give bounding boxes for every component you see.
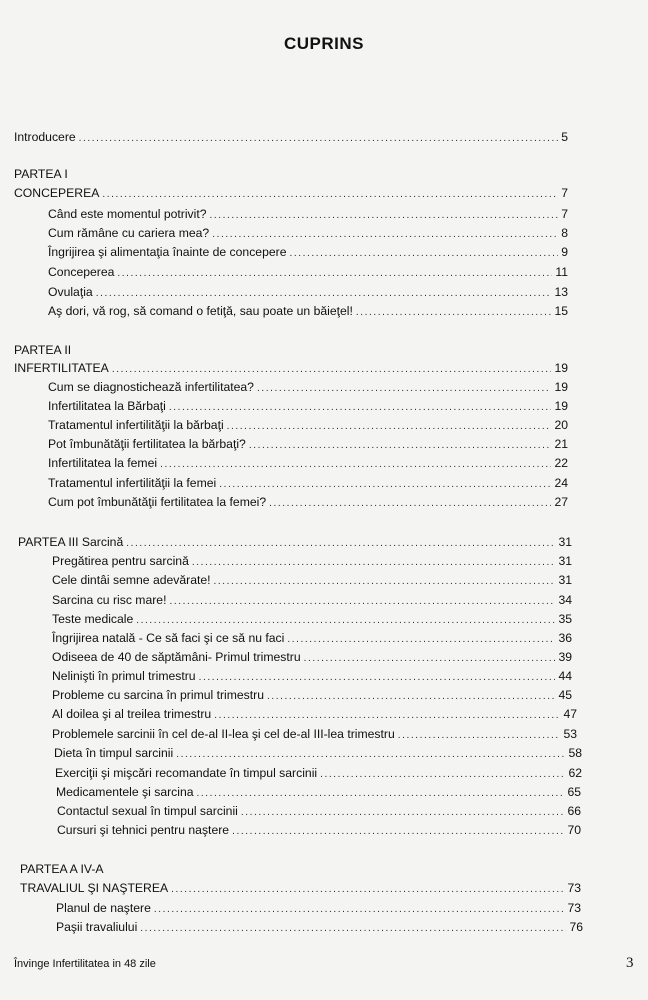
dot-leader [249, 438, 552, 453]
dot-leader [232, 824, 564, 839]
toc-entry-page: 45 [558, 688, 572, 702]
toc-entry [48, 399, 568, 415]
toc-entry-page: 44 [558, 669, 572, 683]
toc-entry-label: INFERTILITATEA [14, 361, 109, 375]
toc-entry [52, 707, 577, 723]
toc-entry-label: Infertilitatea la Bărbaţi [48, 399, 166, 413]
toc-entry-page: 70 [567, 823, 581, 837]
dot-leader [197, 786, 565, 801]
dot-leader [287, 632, 555, 647]
toc-entry-page: 19 [554, 380, 568, 394]
toc-entry [52, 727, 577, 743]
dot-leader [289, 246, 558, 261]
toc-entry-label: Problemele sarcinii în cel de-al II-lea şi cel de-al III-lea trimestru [52, 727, 395, 741]
toc-entry-label: PARTEA III Sarcină [18, 535, 124, 549]
toc-entry-label: Conceperea [48, 265, 115, 279]
toc-entry-page: 31 [558, 573, 572, 587]
dot-leader [199, 670, 556, 685]
toc-entry [56, 901, 581, 917]
toc-entry [55, 766, 582, 782]
toc-entry-label: Teste medicale [52, 612, 134, 626]
page-title: CUPRINS [283, 34, 364, 53]
dot-leader [304, 651, 556, 666]
toc-entry-page: 8 [561, 226, 568, 240]
toc-entry-page: 31 [558, 554, 572, 568]
toc-entry [48, 245, 568, 261]
toc-entry-page: 15 [554, 304, 568, 318]
toc-entry-page: 27 [554, 495, 568, 509]
dot-leader [102, 187, 558, 202]
dot-leader [154, 902, 565, 917]
toc-entry [52, 573, 572, 589]
toc-entry-page: 19 [554, 361, 568, 375]
toc-entry-page: 66 [567, 804, 581, 818]
toc-entry [54, 746, 582, 762]
toc-entry [56, 785, 581, 801]
dot-leader [257, 381, 551, 396]
dot-leader [398, 728, 561, 743]
dot-leader [136, 613, 555, 628]
dot-leader [219, 477, 551, 492]
toc-entry [48, 476, 568, 492]
toc-entry-label: Introducere [14, 130, 76, 144]
toc-entry-label: Odiseea de 40 de săptămâni- Primul trimestru [52, 650, 301, 664]
toc-entry [48, 495, 568, 511]
dot-leader [79, 131, 559, 146]
page-number: 3 [626, 955, 634, 971]
toc-entry-label: Cum rămâne cu cariera mea? [48, 226, 210, 240]
dot-leader [267, 689, 555, 704]
dot-leader [160, 457, 551, 472]
toc-entry-page: 73 [567, 881, 581, 895]
toc-entry-label: TRAVALIUL ŞI NAŞTEREA [20, 881, 169, 895]
dot-leader [214, 708, 560, 723]
toc-entry-label: Îngrijirea natală - Ce să faci şi ce să nu faci [52, 631, 285, 645]
toc-entry-label: Nelinişti în primul trimestru [52, 669, 196, 683]
toc-entry [48, 304, 568, 320]
toc-entry-page: 24 [554, 476, 568, 490]
toc-entry-page: 31 [558, 535, 572, 549]
toc-entry-page: 39 [558, 650, 572, 664]
toc-entry [57, 823, 581, 839]
toc-entry-label: Tratamentul infertilităţii la femei [48, 476, 217, 490]
toc-entry-page: 19 [554, 399, 568, 413]
toc-entry [52, 669, 572, 685]
toc-entry [52, 554, 572, 570]
toc-entry-label: Tratamentul infertilităţii la bărbaţi [48, 418, 224, 432]
toc-entry-label: Probleme cu sarcina în primul trimestru [52, 688, 264, 702]
toc-entry-label: Paşii travaliului [56, 920, 138, 934]
toc-entry-page: 58 [568, 746, 582, 760]
dot-leader [117, 266, 552, 281]
toc-section-entry [14, 361, 568, 377]
dot-leader [169, 594, 555, 609]
toc-entry-label: Pot îmbunătăţii fertilitatea la bărbaţi? [48, 437, 246, 451]
dot-leader [227, 419, 552, 434]
toc-entry-label: Când este momentul potrivit? [48, 207, 207, 221]
toc-entry-page: 21 [554, 437, 568, 451]
toc-section-entry [14, 186, 568, 202]
toc-entry-page: 7 [561, 186, 568, 200]
dot-leader [112, 362, 552, 377]
toc-entry [48, 285, 568, 301]
toc-entry-page: 36 [558, 631, 572, 645]
dot-leader [171, 882, 564, 897]
toc-entry-label: Îngrijirea şi alimentaţia înainte de concepere [48, 245, 287, 259]
running-footer: Învinge Infertilitatea in 48 zile [14, 958, 156, 970]
part-heading: PARTEA A IV-A [20, 862, 104, 876]
toc-entry [48, 380, 568, 396]
toc-entry-label: Al doilea şi al treilea trimestru [52, 707, 212, 721]
toc-entry-label: Cele dintâi semne adevărate! [52, 573, 211, 587]
toc-entry-page: 34 [558, 593, 572, 607]
toc-entry-page: 65 [567, 785, 581, 799]
toc-entry-label: Infertilitatea la femei [48, 456, 158, 470]
toc-entry [56, 920, 583, 936]
toc-entry-introducere [14, 130, 568, 146]
toc-entry-page: 5 [561, 130, 568, 144]
dot-leader [210, 208, 559, 223]
part-heading: PARTEA II [14, 343, 72, 357]
toc-entry-label: Cursuri şi tehnici pentru naştere [57, 823, 230, 837]
toc-entry-page: 13 [554, 285, 568, 299]
toc-entry-label: CONCEPEREA [14, 186, 100, 200]
toc-entry [48, 418, 568, 434]
toc-entry [57, 804, 581, 820]
dot-leader [214, 574, 556, 589]
toc-entry [52, 612, 572, 628]
dot-leader [140, 921, 566, 936]
dot-leader [212, 227, 558, 242]
dot-leader [320, 767, 565, 782]
toc-section-entry [18, 535, 572, 551]
toc-entry-label: Planul de naştere [56, 901, 151, 915]
toc-entry-page: 35 [558, 612, 572, 626]
dot-leader [176, 747, 565, 762]
toc-entry-label: Dieta în timpul sarcinii [54, 746, 174, 760]
dot-leader [169, 400, 552, 415]
toc-section-entry [20, 881, 581, 897]
part-heading: PARTEA I [14, 167, 68, 181]
toc-entry-label: Contactul sexual în timpul sarcinii [57, 804, 238, 818]
dot-leader [126, 536, 555, 551]
toc-entry [48, 456, 568, 472]
toc-entry-label: Exerciţii şi mişcări recomandate în timpul sarcinii [55, 766, 318, 780]
toc-entry-page: 11 [555, 265, 568, 279]
dot-leader [356, 305, 552, 320]
toc-entry [52, 593, 572, 609]
toc-entry-label: Pregătirea pentru sarcină [52, 554, 189, 568]
toc-entry-label: Ovulaţia [48, 285, 93, 299]
toc-entry-label: Cum se diagnostichează infertilitatea? [48, 380, 254, 394]
toc-entry-page: 73 [567, 901, 581, 915]
toc-entry-label: Aş dori, vă rog, să comand o fetiţă, sau poate un băieţel! [48, 304, 353, 318]
dot-leader [241, 805, 565, 820]
dot-leader [192, 555, 556, 570]
toc-entry [52, 631, 572, 647]
toc-entry-page: 76 [569, 920, 583, 934]
toc-entry-page: 47 [563, 707, 577, 721]
toc-entry-page: 53 [563, 727, 577, 741]
toc-entry-page: 20 [554, 418, 568, 432]
toc-entry-label: Medicamentele şi sarcina [56, 785, 194, 799]
toc-entry-page: 9 [561, 245, 568, 259]
toc-entry-page: 7 [561, 207, 568, 221]
toc-entry [48, 226, 568, 242]
toc-entry [48, 207, 568, 223]
toc-entry [48, 437, 568, 453]
toc-entry-page: 62 [568, 766, 582, 780]
toc-entry-label: Cum pot îmbunătăţii fertilitatea la femei? [48, 495, 267, 509]
toc-entry [48, 265, 568, 281]
toc-entry-page: 22 [554, 456, 568, 470]
dot-leader [269, 496, 551, 511]
toc-entry-label: Sarcina cu risc mare! [52, 593, 167, 607]
dot-leader [96, 286, 552, 301]
toc-entry [52, 650, 572, 666]
toc-entry [52, 688, 572, 704]
